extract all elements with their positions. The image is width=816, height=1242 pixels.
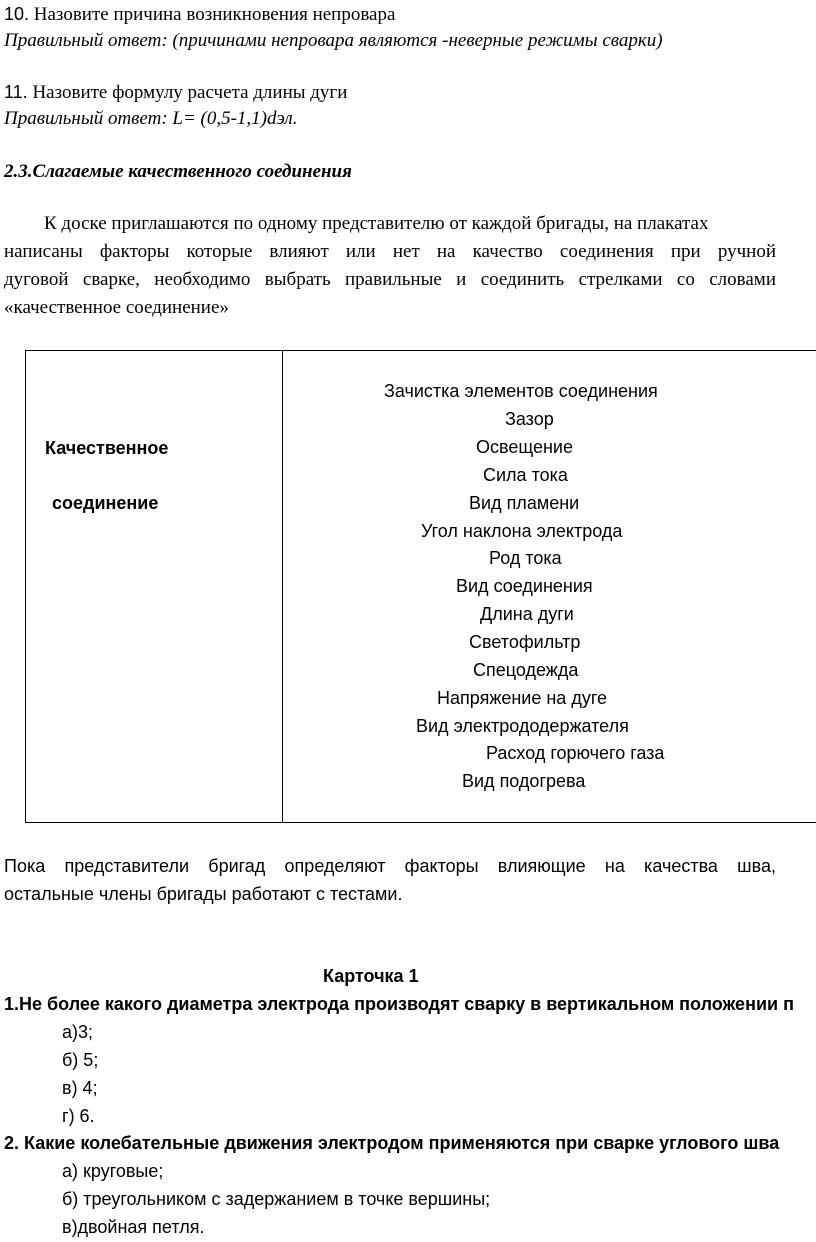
factor-item: Род тока — [489, 548, 562, 568]
option-item: б) треугольником с задержанием в точке вершины; — [62, 1189, 491, 1209]
factor-item: Спецодежда — [473, 660, 579, 680]
question-text: Назовите причина возникновения непровара — [33, 4, 396, 25]
question-text: Назовите формулу расчета длины дуги — [32, 82, 348, 103]
factor-item: Вид соединения — [456, 576, 593, 596]
factors-table — [25, 350, 816, 823]
option-item: в) 4; — [62, 1078, 98, 1098]
question-11 — [4, 82, 347, 104]
table-divider — [282, 350, 283, 823]
question-10 — [4, 4, 395, 26]
factor-item: Светофильтр — [469, 632, 581, 652]
section-heading: 2.3.Слагаемые качественного соединения — [4, 161, 352, 182]
option-item: б) 5; — [62, 1050, 99, 1070]
factor-item: Напряжение на дуге — [437, 688, 608, 708]
option-item: г) 6. — [62, 1106, 95, 1126]
factor-item: Вид пламени — [469, 493, 580, 513]
quality-label-line-2: соединение — [52, 493, 159, 513]
option-item: а)3; — [62, 1022, 94, 1042]
factor-item: Сила тока — [483, 465, 568, 485]
factor-item: Зачистка элементов соединения — [384, 381, 658, 401]
question-number: 10. — [4, 4, 30, 24]
after-table-line-2: остальные члены бригады работают с тестами. — [4, 884, 403, 904]
intro-line-1: К доске приглашаются по одному представителю от каждой бригады, на плакатах — [44, 213, 709, 234]
option-item: в)двойная петля. — [62, 1217, 205, 1237]
factor-item: Угол наклона электрода — [421, 521, 623, 541]
intro-line-4: «качественное соединение» — [4, 297, 229, 318]
factor-item: Зазор — [505, 409, 554, 429]
option-item: а) круговые; — [62, 1161, 164, 1181]
intro-line-3: дуговой сварке, необходимо выбрать правильные и соединить стрелками со словами — [4, 269, 776, 290]
answer-11: Правильный ответ: L= (0,5-1,1)dэл. — [4, 108, 298, 129]
question-number: 11. — [4, 82, 28, 102]
answer-10: Правильный ответ: (причинами непровара являются -неверные режимы сварки) — [4, 30, 663, 51]
factor-item: Вид подогрева — [462, 771, 586, 791]
factor-item: Длина дуги — [480, 604, 574, 624]
card-question-2: 2. Какие колебательные движения электродом применяются при сварке углового шва — [4, 1133, 780, 1153]
card-question-1: 1.Не более какого диаметра электрода производят сварку в вертикальном положении п — [4, 994, 794, 1014]
quality-label-line-1: Качественное — [45, 438, 169, 458]
factor-item: Расход горючего газа — [486, 743, 665, 763]
factor-item: Освещение — [476, 437, 573, 457]
after-table-line-1: Пока представители бригад определяют факторы влияющие на качества шва, — [4, 856, 776, 876]
intro-line-2: написаны факторы которые влияют или нет на качество соединения при ручной — [4, 241, 776, 262]
card-title: Карточка 1 — [323, 966, 419, 986]
factor-item: Вид электрододержателя — [416, 716, 629, 736]
